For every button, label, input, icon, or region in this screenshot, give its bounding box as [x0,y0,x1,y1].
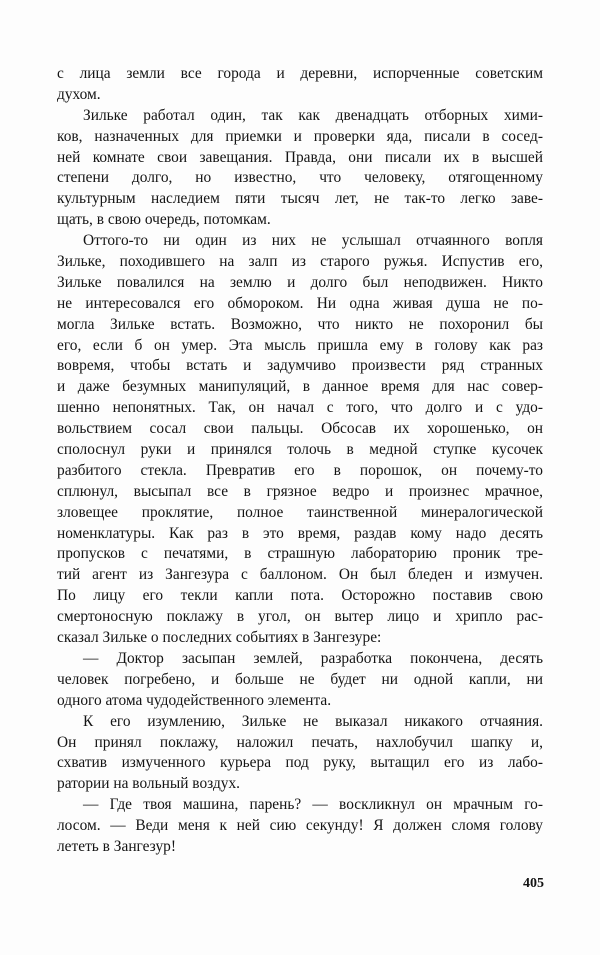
text-line: номенклатуры. Как раз в это время, раздав кому надо десять [57,524,543,542]
text-line: тий агент из Зангезура с баллоном. Он был бледен и измучен. [57,566,543,584]
text-line: вольствием сосал свои пальцы. Обсосав их хорошенько, он [57,420,543,438]
text-line: пропусков с печатями, в страшную лабораторию проник тре- [57,545,543,563]
text-line: смертоносную поклажу в угол, он вытер лицо и хрипло рас- [57,608,543,626]
text-line: ратории на вольный воздух. [57,775,241,793]
page-number: 405 [523,876,544,891]
text-line: По лицу его текли капли пота. Осторожно поставив свою [57,587,543,605]
text-line: Зильке, походившего на залп из старого ружья. Испустив его, [57,253,543,271]
text-line: не интересовался его обмороком. Ни одна живая душа не по- [57,294,543,312]
text-line: Он принял поклажу, наложил печать, нахлобучил шапку и, [57,733,543,751]
text-line: щать, в свою очередь, потомкам. [57,211,271,229]
text-line: — Где твоя машина, парень? — воскликнул он мрачным го- [83,796,543,814]
text-line: вовремя, чтобы встать и задумчиво произвести ряд странных [57,357,543,375]
text-line: Зильке повалился на землю и долго был неподвижен. Никто [57,273,543,291]
text-line: духом. [57,85,101,103]
text-line: лосом. — Веди меня к ней сию секунду! Я должен сломя голову [57,817,543,835]
text-line: могла Зильке встать. Возможно, что никто не похоронил бы [57,315,543,333]
text-line: его, если б он умер. Эта мысль пришла ему в голову как раз [57,336,543,354]
body-text [57,64,543,858]
text-line: Оттого-то ни один из них не услышал отчаянного вопля [83,232,543,250]
text-line: культурным наследием пяти тысяч лет, не так-то легко заве- [57,190,543,208]
text-line: степени долго, но известно, что человеку, отягощенному [57,169,543,187]
text-line: сказал Зильке о последних событиях в Зангезуре: [57,629,382,647]
text-line: разбитого стекла. Превратив его в порошок, он почему-то [57,461,543,479]
text-line: зловещее проклятие, полное таинственной минералогической [57,503,543,521]
text-line: шенно непонятных. Так, он начал с того, что долго и с удо- [57,399,543,417]
text-line: человек погребено, и больше не будет ни одной капли, ни [57,670,543,688]
text-line: ней комнате свои завещания. Правда, они писали их в высшей [57,148,543,166]
text-line: схватив измученного курьера под руку, вытащил его из лабо- [57,754,543,772]
text-line: и даже безумных манипуляций, в данное время для нас совер- [57,378,543,396]
text-line: К его изумлению, Зильке не выказал никакого отчаяния. [83,712,543,730]
text-line: с лица земли все города и деревни, испорченные советским [57,65,543,82]
text-line: сполоснул руки и принялся толочь в медной ступке кусочек [57,441,543,459]
text-line: — Доктор засыпан землей, разработка покончена, десять [83,649,543,667]
text-line: лететь в Зангезур! [57,837,176,855]
text-line: сплюнул, высыпал все в грязное ведро и произнес мрачное, [57,482,543,500]
text-line: ков, назначенных для приемки и проверки яда, писали в сосед- [57,127,543,145]
text-line: Зильке работал один, так как двенадцать отборных хими- [83,106,543,124]
text-line: одного атома чудодейственного элемента. [57,691,332,709]
